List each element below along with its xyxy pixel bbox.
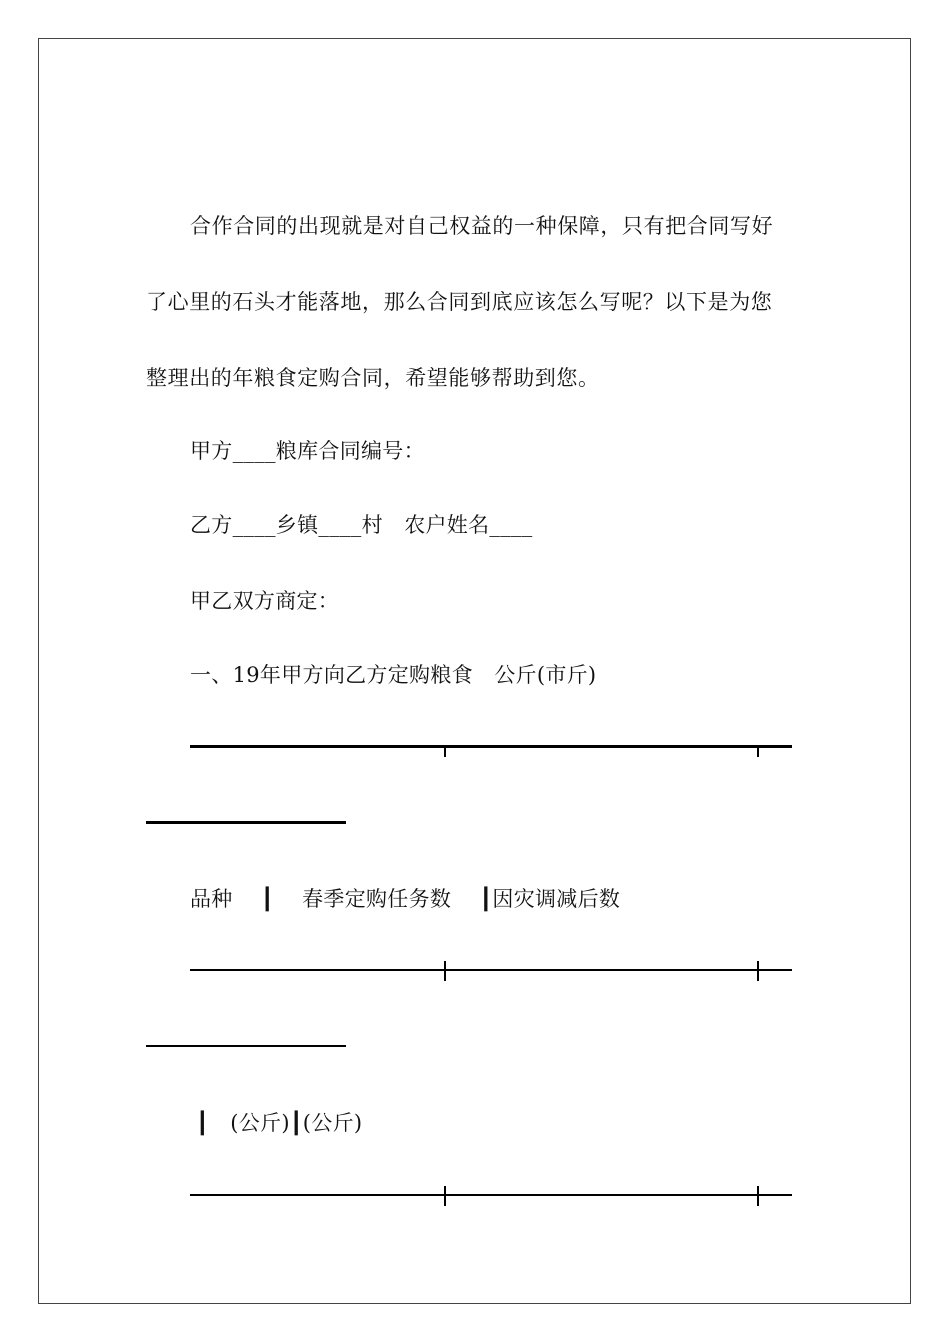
- table-rule-middle-wrap: [146, 1045, 346, 1047]
- clause-1: 一、19年甲方向乙方定购粮食 公斤(市斤): [190, 663, 597, 687]
- table-rule-top-tick-2: [757, 745, 759, 757]
- party-b-line: 乙方____乡镇____村 农户姓名____: [190, 513, 533, 537]
- table-unit-row: ┃ (公斤)┃(公斤): [196, 1111, 363, 1135]
- table-rule-middle-tick-1: [444, 961, 446, 981]
- table-rule-middle-tick-2: [757, 961, 759, 981]
- table-rule-bottom-tick-1: [444, 1186, 446, 1206]
- table-rule-top-tick-1: [444, 745, 446, 757]
- intro-line-1: 合作合同的出现就是对自己权益的一种保障，只有把合同写好: [190, 214, 774, 238]
- table-rule-top-wrap: [146, 821, 346, 824]
- table-rule-bottom-tick-2: [757, 1186, 759, 1206]
- table-rule-top: [190, 745, 792, 748]
- intro-line-3: 整理出的年粮食定购合同，希望能够帮助到您。: [146, 366, 600, 390]
- table-rule-bottom: [190, 1194, 792, 1196]
- table-header-row: 品种 ┃ 春季定购任务数 ┃因灾调减后数: [190, 887, 621, 911]
- party-a-line: 甲方____粮库合同编号：: [190, 439, 425, 463]
- table-rule-middle: [190, 969, 792, 971]
- intro-line-2: 了心里的石头才能落地，那么合同到底应该怎么写呢？以下是为您: [146, 290, 773, 314]
- agreement-line: 甲乙双方商定：: [190, 589, 340, 613]
